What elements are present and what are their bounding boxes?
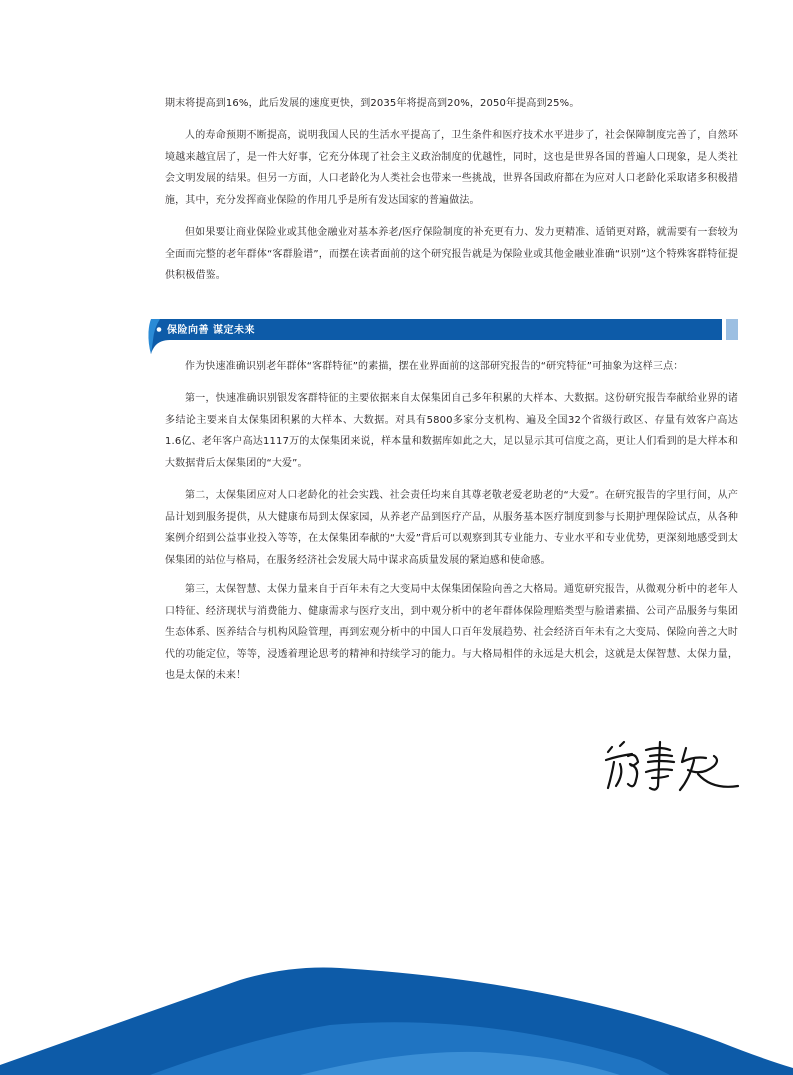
point-two-paragraph: 第二，太保集团应对人口老龄化的社会实践、社会责任均来自其尊老敬老爱老助老的“大爱”。在研究报告的字里行间，从产品计划到服务提供，从大健康布局到太保家园，从养老产品到医疗产品，从服务基本医疗制度到参与长期护理保险试点，从各种案例介绍到公益事业投入等等，在太保集团奉献的“大爱”背后可以观察到其专业能力、专业水平和专业优势，更深刻地感受到太保集团的站位与格局，在服务经济社会发展大局中谋求高质量发展的紧迫感和使命感。 [165, 490, 738, 566]
point-one-paragraph: 第一，快速准确识别银发客群特征的主要依据来自太保集团自己多年积累的大样本、大数据。这份研究报告奉献给业界的诸多结论主要来自太保集团积累的大样本、大数据。对具有5800多家分支机构、遍及全国32个省级行政区、存量有效客户高达1.6亿、老年客户高达1117万的太保集团来说，样本量和数据库如此之大，足以显示其可信度之高，更让人们看到的是大样本和大数据背后太保集团的“大爱”。 [165, 393, 738, 469]
section-title: 保险向善 谋定未来 [167, 325, 255, 336]
section-header-bar [148, 318, 738, 354]
decorative-wave-footer [0, 960, 793, 1075]
handwritten-signature [602, 738, 742, 794]
point-three-paragraph: 第三，太保智慧、太保力量来自于百年未有之大变局中太保集团保险向善之大格局。通览研究报告，从微观分析中的老年人口特征、经济现状与消费能力、健康需求与医疗支出，到中观分析中的老年群体保险理赔类型与脸谱素描、公司产品服务与集团生态体系、医养结合与机构风险管理，再到宏观分析中的中国人口百年发展趋势、社会经济百年未有之大变局、保险向善之大时代的功能定位，等等，浸透着理论思考的精神和持续学习的能力。与大格局相伴的永远是大机会，这就是太保智慧、太保力量，也是太保的未来！ [165, 584, 738, 681]
paragraph-insurance-supplement: 但如果要让商业保险业或其他金融业对基本养老/医疗保险制度的补充更有力、发力更精准、适销更对路，就需要有一套较为全面而完整的老年群体“客群脸谱”，而摆在读者面前的这个研究报告就是为保险业或其他金融业准确“识别”这个特殊客群特征提供积极借鉴。 [165, 227, 738, 281]
section-intro-paragraph: 作为快速准确识别老年群体“客群特征”的素描，摆在业界面前的这部研究报告的“研究特征”可抽象为这样三点： [185, 361, 684, 372]
paragraph-life-expectancy: 人的寿命预期不断提高，说明我国人民的生活水平提高了，卫生条件和医疗技术水平进步了，社会保障制度完善了，自然环境越来越宜居了，是一件大好事，它充分体现了社会主义政治制度的优越性，同时，这也是世界各国的普遍人口现象，是人类社会文明发展的结果。但另一方面，人口老龄化为人类社会也带来一些挑战，世界各国政府都在为应对人口老龄化采取诸多积极措施，其中，充分发挥商业保险的作用几乎是所有发达国家的普遍做法。 [165, 130, 738, 206]
paragraph-continuation: 期末将提高到16%，此后发展的速度更快，到2035年将提高到20%，2050年提高到25%。 [165, 98, 580, 109]
